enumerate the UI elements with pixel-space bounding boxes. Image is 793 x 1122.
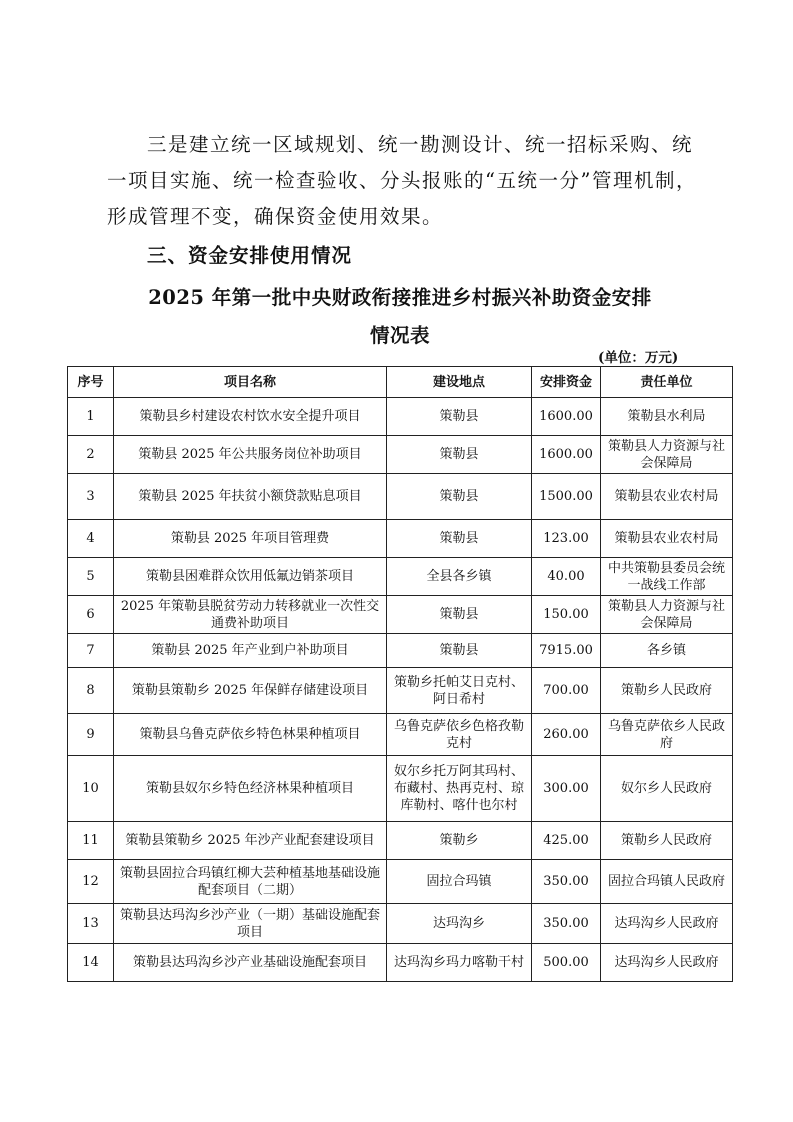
body-paragraph xyxy=(107,127,707,235)
row-responsible-unit: 策勒县农业农村局 xyxy=(601,520,733,558)
row-responsible-unit: 达玛沟乡人民政府 xyxy=(601,944,733,982)
allocation-table xyxy=(67,366,733,982)
row-location: 策勒县 xyxy=(387,436,532,474)
row-location: 全县各乡镇 xyxy=(387,558,532,596)
row-amount: 1600.00 xyxy=(532,398,601,436)
row-index: 2 xyxy=(68,436,114,474)
row-index: 14 xyxy=(68,944,114,982)
row-project-name: 策勒县策勒乡 2025 年保鲜存储建设项目 xyxy=(114,668,387,714)
row-amount: 1600.00 xyxy=(532,436,601,474)
row-responsible-unit: 中共策勒县委员会统一战线工作部 xyxy=(601,558,733,596)
header-index: 序号 xyxy=(68,367,114,398)
row-location: 达玛沟乡 xyxy=(387,904,532,944)
row-responsible-unit: 固拉合玛镇人民政府 xyxy=(601,860,733,904)
table-row xyxy=(68,474,733,520)
row-amount: 700.00 xyxy=(532,668,601,714)
row-index: 7 xyxy=(68,634,114,668)
row-location: 策勒乡托帕艾日克村、阿日希村 xyxy=(387,668,532,714)
row-project-name: 策勒县乌鲁克萨依乡特色林果种植项目 xyxy=(114,714,387,756)
row-amount: 500.00 xyxy=(532,944,601,982)
row-responsible-unit: 策勒乡人民政府 xyxy=(601,668,733,714)
row-index: 6 xyxy=(68,596,114,634)
row-project-name: 策勒县策勒乡 2025 年沙产业配套建设项目 xyxy=(114,822,387,860)
row-index: 10 xyxy=(68,756,114,822)
row-amount: 350.00 xyxy=(532,860,601,904)
row-project-name: 策勒县 2025 年项目管理费 xyxy=(114,520,387,558)
unit-note: (单位：万元) xyxy=(598,350,679,366)
section-heading: 三、资金安排使用情况 xyxy=(147,244,353,267)
paragraph-line-1: 三是建立统一区域规划、统一勘测设计、统一招标采购、统 xyxy=(147,133,694,156)
header-responsible-unit: 责任单位 xyxy=(601,367,733,398)
row-location: 策勒县 xyxy=(387,634,532,668)
paragraph-line-3: 形成管理不变，确保资金使用效果。 xyxy=(107,205,444,228)
row-amount: 425.00 xyxy=(532,822,601,860)
row-location: 策勒县 xyxy=(387,474,532,520)
row-responsible-unit: 策勒县水利局 xyxy=(601,398,733,436)
row-location: 奴尔乡托万阿其玛村、布藏村、热再克村、琼库勒村、喀什也尔村 xyxy=(387,756,532,822)
row-project-name: 策勒县固拉合玛镇红柳大芸种植基地基础设施配套项目（二期） xyxy=(114,860,387,904)
header-amount: 安排资金 xyxy=(532,367,601,398)
table-row xyxy=(68,596,733,634)
table-row xyxy=(68,436,733,474)
header-project-name: 项目名称 xyxy=(114,367,387,398)
row-location: 乌鲁克萨依乡色格孜勒克村 xyxy=(387,714,532,756)
row-index: 1 xyxy=(68,398,114,436)
row-project-name: 策勒县奴尔乡特色经济林果种植项目 xyxy=(114,756,387,822)
row-amount: 260.00 xyxy=(532,714,601,756)
table-row xyxy=(68,520,733,558)
row-location: 策勒县 xyxy=(387,520,532,558)
row-location: 策勒乡 xyxy=(387,822,532,860)
row-index: 9 xyxy=(68,714,114,756)
row-index: 3 xyxy=(68,474,114,520)
row-index: 4 xyxy=(68,520,114,558)
header-location: 建设地点 xyxy=(387,367,532,398)
row-amount: 350.00 xyxy=(532,904,601,944)
table-row xyxy=(68,668,733,714)
row-location: 策勒县 xyxy=(387,398,532,436)
table-header-row xyxy=(68,367,733,398)
row-index: 11 xyxy=(68,822,114,860)
row-amount: 40.00 xyxy=(532,558,601,596)
row-amount: 150.00 xyxy=(532,596,601,634)
table-row xyxy=(68,634,733,668)
row-project-name: 2025 年策勒县脱贫劳动力转移就业一次性交通费补助项目 xyxy=(114,596,387,634)
table-row xyxy=(68,714,733,756)
row-responsible-unit: 各乡镇 xyxy=(601,634,733,668)
row-index: 5 xyxy=(68,558,114,596)
row-location: 策勒县 xyxy=(387,596,532,634)
row-index: 8 xyxy=(68,668,114,714)
row-project-name: 策勒县 2025 年扶贫小额贷款贴息项目 xyxy=(114,474,387,520)
row-amount: 1500.00 xyxy=(532,474,601,520)
table-title-line-2: 情况表 xyxy=(369,324,430,347)
row-responsible-unit: 策勒县人力资源与社会保障局 xyxy=(601,596,733,634)
row-amount: 7915.00 xyxy=(532,634,601,668)
row-project-name: 策勒县 2025 年产业到户补助项目 xyxy=(114,634,387,668)
table-row xyxy=(68,904,733,944)
row-project-name: 策勒县乡村建设农村饮水安全提升项目 xyxy=(114,398,387,436)
row-amount: 123.00 xyxy=(532,520,601,558)
row-responsible-unit: 奴尔乡人民政府 xyxy=(601,756,733,822)
row-index: 13 xyxy=(68,904,114,944)
table-row xyxy=(68,860,733,904)
row-responsible-unit: 策勒乡人民政府 xyxy=(601,822,733,860)
row-location: 达玛沟乡玛力喀勒干村 xyxy=(387,944,532,982)
row-responsible-unit: 策勒县农业农村局 xyxy=(601,474,733,520)
row-responsible-unit: 乌鲁克萨依乡人民政府 xyxy=(601,714,733,756)
row-project-name: 策勒县达玛沟乡沙产业（一期）基础设施配套项目 xyxy=(114,904,387,944)
table-row xyxy=(68,822,733,860)
row-project-name: 策勒县达玛沟乡沙产业基础设施配套项目 xyxy=(114,944,387,982)
table-body xyxy=(68,398,733,982)
table-title-line-1: 2025 年第一批中央财政衔接推进乡村振兴补助资金安排 xyxy=(148,286,652,309)
row-index: 12 xyxy=(68,860,114,904)
row-project-name: 策勒县 2025 年公共服务岗位补助项目 xyxy=(114,436,387,474)
table-row xyxy=(68,944,733,982)
paragraph-line-2: 一项目实施、统一检查验收、分头报账的“五统一分”管理机制， xyxy=(107,169,697,192)
row-responsible-unit: 策勒县人力资源与社会保障局 xyxy=(601,436,733,474)
row-responsible-unit: 达玛沟乡人民政府 xyxy=(601,904,733,944)
row-project-name: 策勒县困难群众饮用低氟边销茶项目 xyxy=(114,558,387,596)
table-row xyxy=(68,558,733,596)
row-location: 固拉合玛镇 xyxy=(387,860,532,904)
table-row xyxy=(68,756,733,822)
row-amount: 300.00 xyxy=(532,756,601,822)
table-row xyxy=(68,398,733,436)
